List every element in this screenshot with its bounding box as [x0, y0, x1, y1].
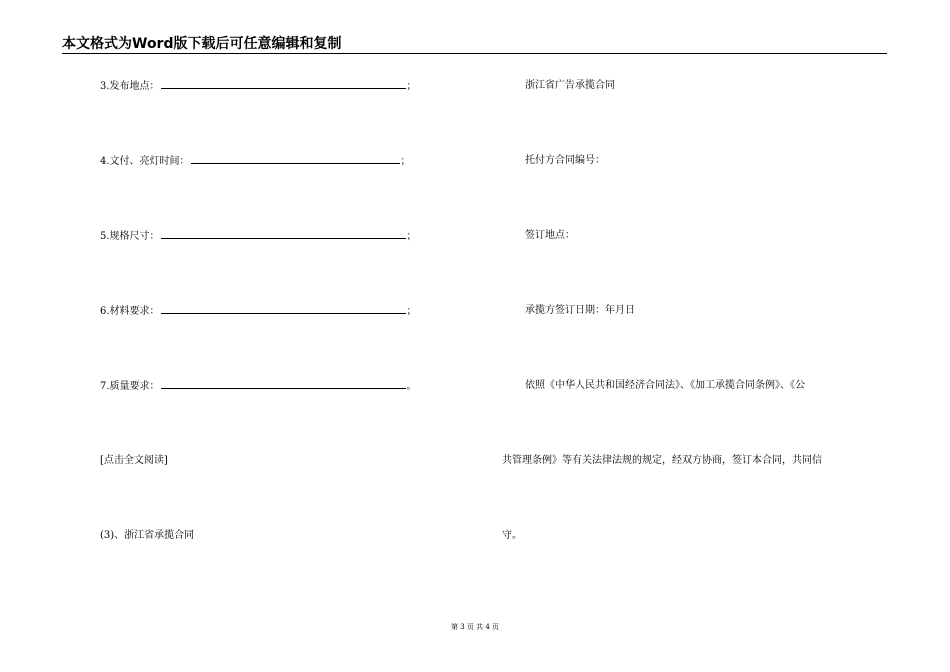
fill-in-blank [161, 79, 406, 89]
field-dimensions [100, 229, 417, 244]
field-material-requirements [100, 304, 417, 319]
contract-title: 浙江省广告承揽合同 [525, 80, 615, 91]
document-header-title: 本文格式为Word版下载后可任意编辑和复制 [62, 36, 342, 52]
fill-in-blank [161, 379, 406, 389]
field-label: 7.质量要求： [100, 381, 160, 392]
fill-in-blank [191, 154, 400, 164]
body-paragraph-line: 共管理条例》等有关法律法规的规定，经双方协商，签订本合同，共同信 [502, 455, 822, 466]
body-paragraph-line: 守。 [502, 530, 522, 541]
field-label: 5.规格尺寸： [100, 231, 160, 242]
field-delivery-lighting-time [100, 154, 411, 169]
read-full-text-link[interactable]: [点击全文阅读] [100, 455, 168, 466]
field-end-punct: ； [406, 231, 417, 242]
client-contract-number: 托付方合同编号： [525, 155, 605, 166]
field-quality-requirements [100, 379, 417, 394]
field-label: 3.发布地点： [100, 81, 160, 92]
field-label: 4.文付、亮灯时间： [100, 156, 190, 167]
fill-in-blank [161, 229, 406, 239]
fill-in-blank [161, 304, 406, 314]
body-paragraph-line: 依照《中华人民共和国经济合同法》、《加工承揽合同条例》、《公 [525, 380, 805, 391]
contractor-signing-date: 承揽方签订日期：年月日 [525, 305, 635, 316]
field-end-punct: ； [400, 156, 411, 167]
field-end-punct: ； [406, 81, 417, 92]
page-number: 第 3 页 共 4 页 [450, 623, 500, 631]
field-label: 6.材料要求： [100, 306, 160, 317]
field-publish-location [100, 79, 417, 94]
field-end-punct: ； [406, 306, 417, 317]
section-heading: (3)、浙江省承揽合同 [100, 530, 195, 541]
signing-place: 签订地点： [525, 230, 575, 241]
header-divider [62, 53, 887, 54]
field-end-punct: 。 [406, 381, 417, 392]
